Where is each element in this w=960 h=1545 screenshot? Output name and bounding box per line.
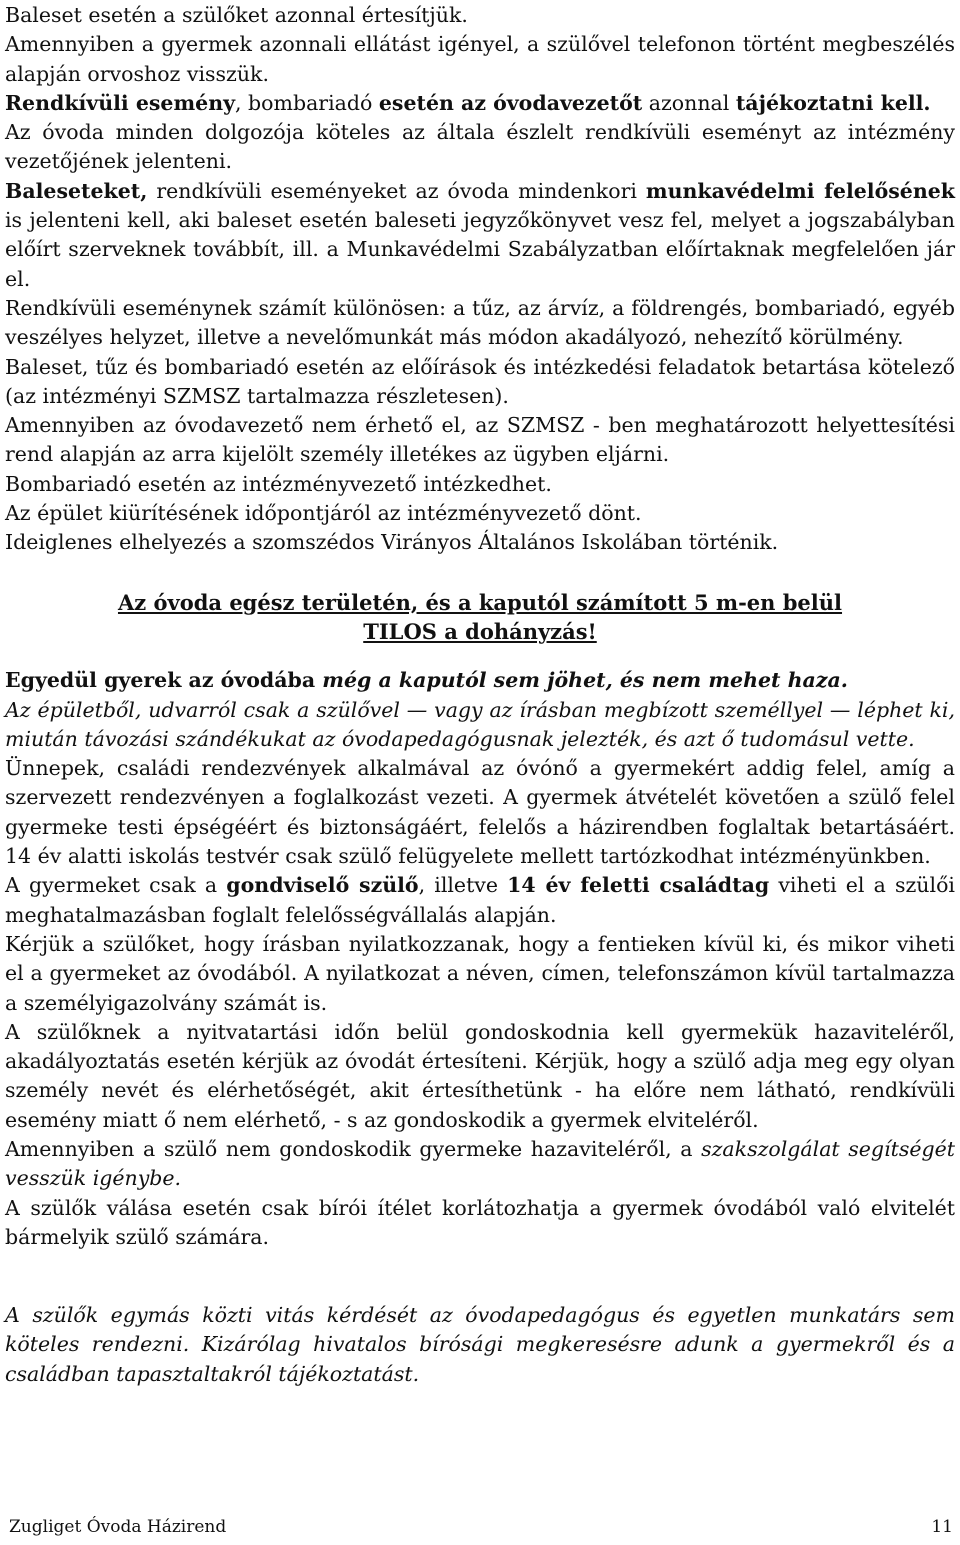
text-span: Amennyiben a szülő nem gondoskodik gyermeke hazaviteléről, a <box>5 1136 702 1161</box>
paragraph-written-statement: Kérjük a szülőket, hogy írásban nyilatkozzanak, hogy a fentieken kívül ki, és mikor viheti el a gyermeket az óvodából. A nyilatkozat a néven, címen, telefonszámon kívül tartalmazza a személyigazolvány számát is. <box>5 931 955 1015</box>
footer-title: Zugliget Óvoda Házirend <box>9 1517 227 1537</box>
text-span: is jelenteni kell, aki baleset esetén baleseti jegyzőkönyvet vesz fel, melyet a jogszabályban előírt szerveknek továbbít, ill. a Munkavédelmi Szabályzatban előírtaknak megfelelően jár el. <box>5 208 955 291</box>
document-page <box>5 0 955 1389</box>
text-span: A gyermeket csak a <box>5 873 227 898</box>
text-span: azonnal <box>642 90 736 115</box>
paragraph-deputy: Amennyiben az óvodavezető nem érhető el, az SZMSZ - ben meghatározott helyettesítési rend alapján az arra kijelölt személy illetékes az ügyben eljárni. <box>5 413 955 467</box>
smoking-notice-line-1: Az óvoda egész területén, és a kaputól számított 5 m-en belül <box>117 589 843 615</box>
paragraph-emergency-report <box>5 89 955 118</box>
text-span: rendkívüli eseményeket az óvoda mindenkori <box>147 178 646 203</box>
text-span: viheti el a szülői meghatalmazásban foglalt felelősségvállalás alapján. <box>5 873 955 927</box>
text-span: , illetve <box>418 873 508 898</box>
paragraph-safety-officer <box>5 177 955 294</box>
paragraph-temporary-placement: Ideiglenes elhelyezés a szomszédos Virányos Általános Iskolában történik. <box>5 530 779 555</box>
accident-section <box>5 0 955 558</box>
smoking-notice <box>5 558 955 647</box>
paragraph-disputes <box>5 1301 955 1389</box>
paragraph-service-help <box>5 1135 955 1194</box>
bold-text: munkavédelmi felelősének <box>645 178 956 203</box>
spacer <box>5 1252 955 1301</box>
bold-text: Baleseteket, <box>5 178 148 203</box>
bold-text: Rendkívüli esemény <box>5 90 236 115</box>
bold-text: tájékoztatni kell. <box>735 90 931 115</box>
child-safety-section <box>5 646 955 1252</box>
bold-text: gondviselő szülő <box>226 873 419 898</box>
child-safety-heading <box>5 646 955 695</box>
page-footer <box>9 1517 953 1543</box>
italic-text: A szülők egymás közti vitás kérdését az óvodapedagógus és egyetlen munkatárs sem köteles rendezni. Kizárólag hivatalos bírósági megkeresésre adunk a gyermekről és a családban tapasztaltakról tájékoztatást. <box>5 1303 955 1386</box>
paragraph-events: Ünnepek, családi rendezvények alkalmával az óvónő a gyermekért addig felel, amíg a szervezett rendezvényen a foglalkozást vezeti. A gyermek átvételét követően a szülő felel gyermeke testi épségéért és biztonságáért, felelős a házirendben foglaltak betartásáért. 14 év alatti iskolás testvér csak szülő felügyelete mellett tartózkodhat intézményünkben. <box>5 756 955 869</box>
paragraph-leaving-building <box>5 696 955 755</box>
paragraph-staff-duty: Az óvoda minden dolgozója köteles az általa észlelt rendkívüli eseményt az intézmény vezetőjének jelenteni. <box>5 120 955 174</box>
bold-text: esetén az óvodavezetőt <box>378 90 643 115</box>
italic-text: szakszolgálat segítségét vesszük igénybe. <box>5 1136 955 1191</box>
bold-text: 14 év feletti családtag <box>507 873 770 898</box>
italic-text: Az épületből, udvarról csak a szülővel — vagy az írásban megbízott személlyel — léphet ki, miután távozási szándékukat az óvodapedagógusnak jelezték, és azt ő tudomásul vette. <box>5 697 955 751</box>
smoking-notice-line-2: TILOS a dohányzás! <box>363 618 597 644</box>
heading-text: Egyedül gyerek az óvodába <box>5 668 323 693</box>
paragraph-emergency-definition: Rendkívüli eseménynek számít különösen: a tűz, az árvíz, a földrengés, bombariadó, egyéb veszélyes helyzet, illetve a nevelőmunkát más módon akadályozó, nehezítő körülmény. <box>5 295 955 350</box>
paragraph-evacuation: Az épület kiürítésének időpontjáról az intézményvezető dönt. <box>5 501 642 526</box>
paragraph-bomb-threat: Bombariadó esetén az intézményvezető intézkedhet. <box>5 471 552 496</box>
paragraph-opening-hours: A szülőknek a nyitvatartási időn belül gondoskodnia kell gyermekük hazaviteléről, akadályoztatás esetén kérjük az óvodát értesíteni. Kérjük, hogy a szülő adja meg egy olyan személy nevét és elérhetőségét, akit értesíthetünk - ha előre nem látható, rendkívüli esemény miatt ő nem elérhető, - s az gondoskodik a gyermek elviteléről. <box>5 1019 955 1132</box>
heading-italic-text: még a kaputól sem jöhet, és nem mehet haza. <box>322 668 848 693</box>
paragraph-regulations: Baleset, tűz és bombariadó esetén az előírások és intézkedési feladatok betartása kötelező (az intézményi SZMSZ tartalmazza részletesen). <box>5 354 955 408</box>
paragraph-divorce: A szülők válása esetén csak bírói ítélet korlátozhatja a gyermek óvodából való elvitelét bármelyik szülő számára. <box>5 1195 955 1249</box>
paragraph-notify-parents: Baleset esetén a szülőket azonnal értesítjük. <box>5 3 468 27</box>
text-span: , bombariadó <box>235 90 379 115</box>
paragraph-pickup <box>5 871 955 930</box>
paragraph-medical-care: Amennyiben a gyermek azonnali ellátást igényel, a szülővel telefonon történt megbeszélés alapján orvoshoz visszük. <box>5 32 955 86</box>
page-number: 11 <box>931 1517 953 1537</box>
